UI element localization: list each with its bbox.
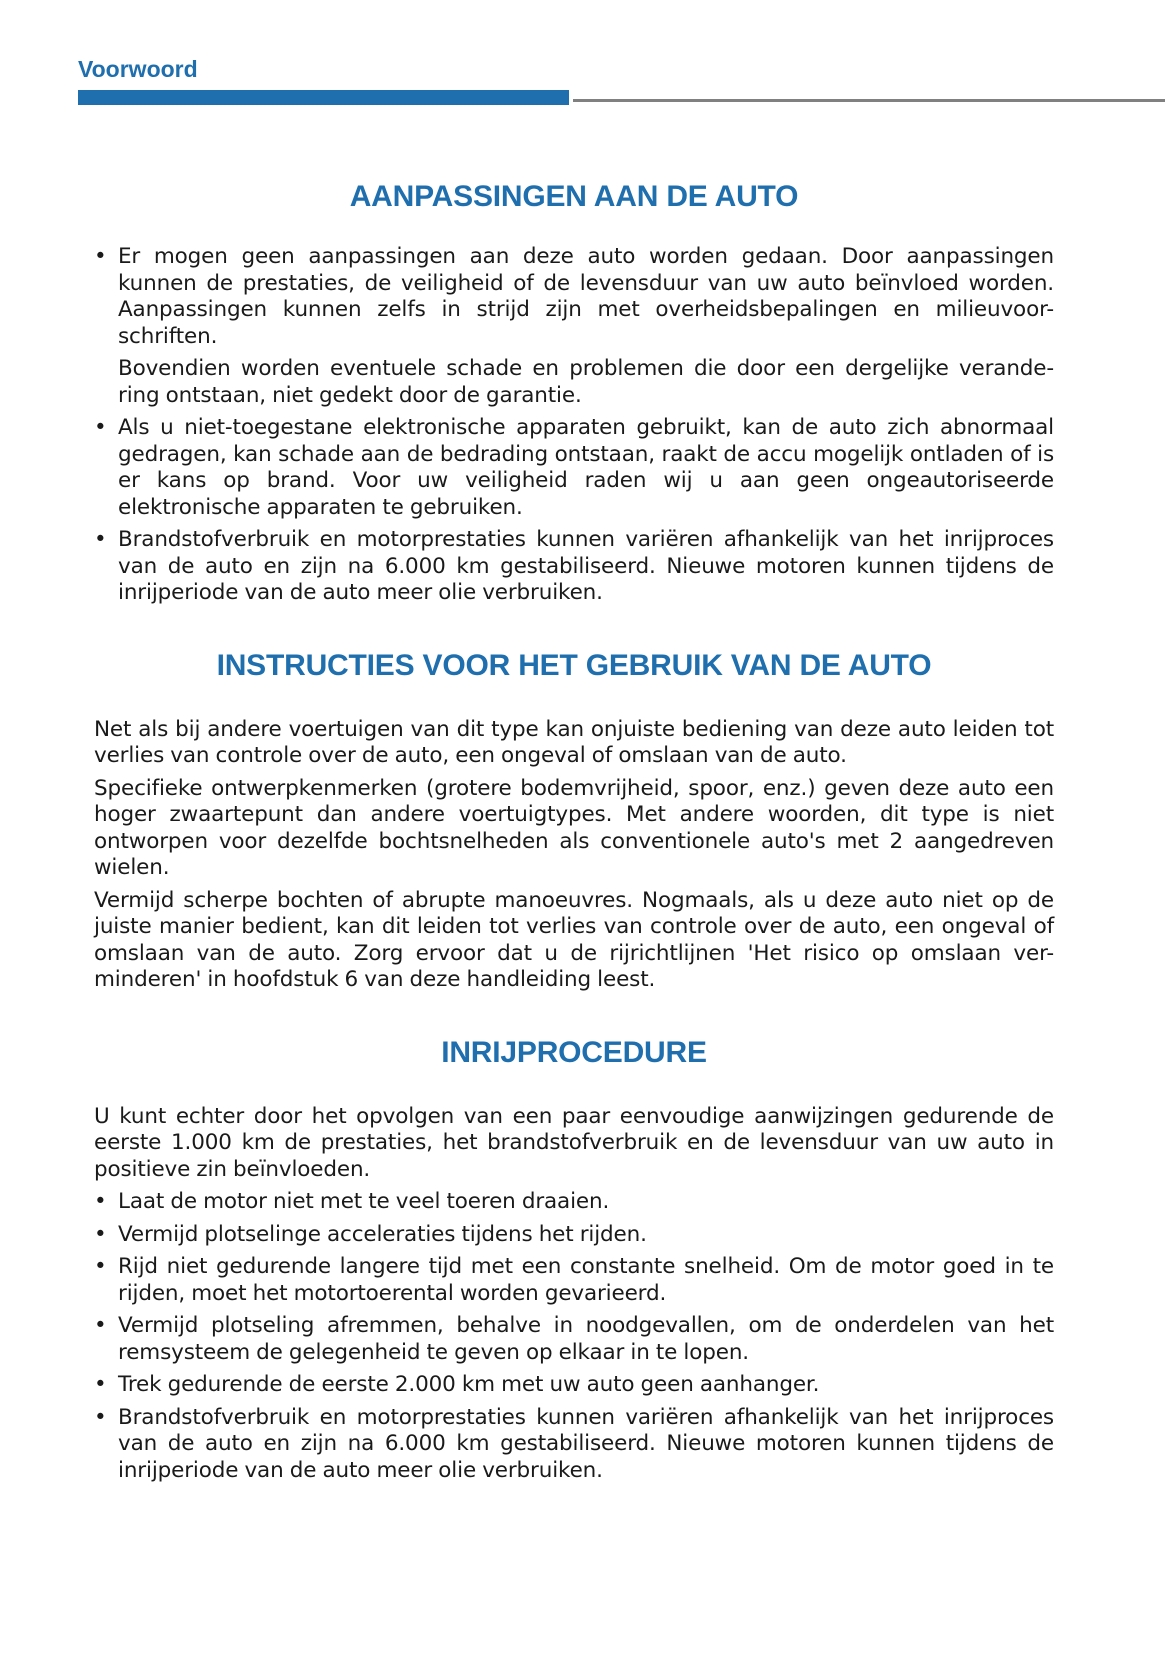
- list-item: [94, 527, 1054, 607]
- paragraph: Net als bij andere voertuigen van dit type kan onjuiste bediening van deze auto leiden tot verlies van controle over de auto, een ongeval of omslaan van de auto.: [94, 716, 1054, 768]
- bullet-marker: •: [94, 1254, 107, 1279]
- bullet-marker: •: [94, 1189, 107, 1214]
- paragraph: Rijd niet gedurende langere tijd met een constante snelheid. Om de motor goed in te rijden, moet het motortoerental worden gevarieerd.: [118, 1254, 1054, 1306]
- paragraph: Vermijd plotselinge acceleraties tijdens het rijden.: [118, 1221, 647, 1247]
- paragraph: Bovendien worden eventuele schade en problemen die door een dergelijke verande-ring ontstaan, niet gedekt door de garantie.: [118, 356, 1054, 408]
- section-inrijprocedure: [94, 1036, 1054, 1485]
- list-item: [94, 244, 1054, 409]
- bullet-list: [94, 244, 1054, 607]
- paragraph: Brandstofverbruik en motorprestaties kunnen variëren afhankelijk van het inrijproces van de auto en zijn na 6.000 km gestabiliseerd. Nieuwe motoren kunnen tijdens de inrijperiode van de auto meer olie verbruiken.: [118, 527, 1054, 605]
- paragraph: Trek gedurende de eerste 2.000 km met uw auto geen aanhanger.: [118, 1372, 820, 1397]
- paragraph: Specifieke ontwerpkenmerken (grotere bodemvrijheid, spoor, enz.) geven deze auto een hoger zwaartepunt dan andere voertuigtypes. Met andere woorden, dit type is niet ontworpen voor dezelfde bochtsnelheden als conventionele auto's met 2 aangedreven wielen.: [94, 775, 1054, 880]
- list-item: [94, 1405, 1054, 1485]
- paragraph: Vermijd scherpe bochten of abrupte manoeuvres. Nogmaals, als u deze auto niet op de juiste manier bedient, kan dit leiden tot verlies van controle over de auto, een ongeval of omslaan van de auto. Zorg ervoor dat u de rijrichtlijnen 'Het risico op omslaan ver-minderen' in hoofdstuk 6 van deze handleiding leest.: [94, 887, 1054, 992]
- page-content: [94, 175, 1054, 1490]
- list-item: [94, 1189, 1054, 1216]
- bullet-marker: •: [94, 415, 107, 440]
- header-accent-bar: [78, 90, 569, 105]
- paragraph: Brandstofverbruik en motorprestaties kunnen variëren afhankelijk van het inrijproces van de auto en zijn na 6.000 km gestabiliseerd. Nieuwe motoren kunnen tijdens de inrijperiode van de auto meer olie verbruiken.: [118, 1404, 1054, 1483]
- section-title: INSTRUCTIES VOOR HET GEBRUIK VAN DE AUTO: [216, 648, 932, 682]
- header-rule: [573, 99, 1165, 102]
- bullet-marker: •: [94, 1221, 107, 1247]
- list-item: [94, 1372, 1054, 1399]
- bullet-marker: •: [94, 1404, 107, 1430]
- section-title: INRIJPROCEDURE: [441, 1035, 707, 1069]
- bullet-marker: •: [94, 244, 107, 269]
- section-title: AANPASSINGEN AAN DE AUTO: [349, 180, 799, 213]
- list-item: [94, 1254, 1054, 1307]
- paragraph: U kunt echter door het opvolgen van een paar eenvoudige aanwijzingen gedurende de eerste 1.000 km de prestaties, het brandstofverbruik en de levensduur van uw auto in positieve zin beïnvloeden.: [94, 1103, 1054, 1182]
- paragraph: Als u niet-toegestane elektronische apparaten gebruikt, kan de auto zich abnormaal gedragen, kan schade aan de bedrading ontstaan, raakt de accu mogelijk ontladen of is er kans op brand. Voor uw veiligheid raden wij u aan geen ongeautoriseerde elektronische apparaten te gebruiken.: [118, 415, 1054, 520]
- section-aanpassingen: [94, 180, 1054, 607]
- list-item: [94, 415, 1054, 521]
- list-item: [94, 1222, 1054, 1249]
- section-instructies: [94, 649, 1054, 994]
- list-item: [94, 1313, 1054, 1366]
- page-header-title: Voorwoord: [78, 56, 198, 82]
- bullet-list: [94, 1189, 1054, 1484]
- paragraph: Laat de motor niet met te veel toeren draaien.: [118, 1189, 610, 1214]
- bullet-marker: •: [94, 527, 107, 552]
- bullet-marker: •: [94, 1372, 107, 1397]
- paragraph: Vermijd plotseling afremmen, behalve in noodgevallen, om de onderdelen van het remsysteem de gelegenheid te geven op elkaar in te lopen.: [118, 1313, 1054, 1365]
- bullet-marker: •: [94, 1313, 107, 1338]
- paragraph: Er mogen geen aanpassingen aan deze auto worden gedaan. Door aanpassingen kunnen de prestaties, de veiligheid of de levensduur van uw auto beïnvloed worden. Aanpassingen kunnen zelfs in strijd zijn met overheidsbepalingen en milieuvoor-schriften.: [118, 244, 1054, 349]
